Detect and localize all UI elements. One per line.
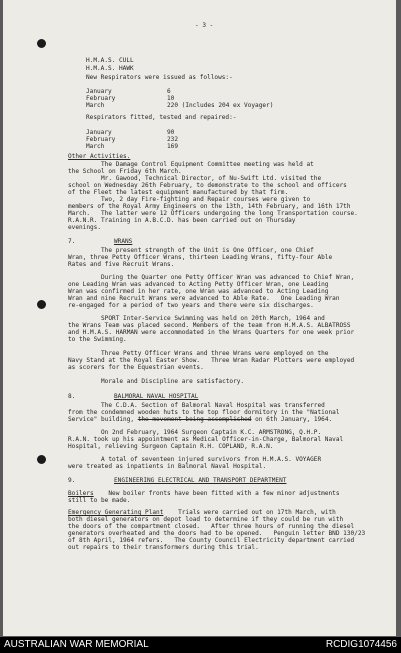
text-line: Navy Stand at the Royal Easter Show. Three Wran Radar Plotters were employed <box>68 357 355 364</box>
footer-record-id: RCDIG1074456 <box>325 639 397 650</box>
text-line: R.A.N. took up his appointment as Medical Officer-in-Charge, Balmoral Naval <box>68 436 344 443</box>
month-count: 232 <box>167 136 179 143</box>
text-line: Wran, three Petty Officer Wrans, thirteen Leading Wrans, fifty-four Able <box>68 254 333 261</box>
text-fragment: Trials were carried out on 17th March, with <box>163 509 336 516</box>
text-line: of the Fleet the latest equipment manufactured by that firm. <box>68 189 289 196</box>
text-line: Morale and Discipline are satisfactory. <box>68 378 245 385</box>
text-line: Wran was confirmed in her rate, one Wran was advanced to Acting Leading <box>68 288 329 295</box>
text-line: of 8th April, 1964 refers. The County Council Electricity department carried <box>68 537 355 544</box>
text-line: school on Wednesday 26th February, to demonstrate to the school and officers <box>68 182 347 189</box>
section-number: 7. <box>68 238 76 245</box>
ship-name: H.M.A.S. CULL <box>86 57 134 64</box>
text-line <box>68 416 332 423</box>
text-line: The C.D.A. Section of Balmoral Naval Hospital was transferred <box>68 402 325 409</box>
subheading: Boilers <box>68 490 94 497</box>
archive-footer <box>0 637 401 653</box>
text-line: Wran and nine Recruit Wrans were advanced to Able Rate. One Leading Wran <box>68 295 340 302</box>
footer-archive-name: AUSTRALIAN WAR MEMORIAL <box>4 639 149 650</box>
text-line: Two, 2 day Fire-fighting and Repair courses were given to <box>68 196 311 203</box>
month-label: March <box>86 102 105 109</box>
month-count: 169 <box>167 143 179 150</box>
text-line: On 2nd February, 1964 Surgeon Captain K.C. ARMSTRONG, Q.H.P. <box>68 429 322 436</box>
text-line: both diesel generators on depot load to determine if they could be run with <box>68 516 344 523</box>
text-line: During the Quarter one Petty Officer Wran was advanced to Chief Wran, <box>68 274 355 281</box>
text-line: A total of seventeen injured survivors from H.M.A.S. VOYAGER <box>68 456 322 463</box>
text-fragment: on 6th January, 1964. <box>255 416 333 423</box>
text-line: were treated as inpatients in Balmoral Naval Hospital. <box>68 463 267 470</box>
text-line: from the condemned wooden huts to the top floor dormitory in the "National <box>68 409 340 416</box>
section-number: 9. <box>68 477 76 484</box>
ship-name: H.M.A.S. HAWK <box>86 65 134 72</box>
month-count: 220 (Includes 204 ex Voyager) <box>167 102 274 109</box>
punch-hole <box>37 455 46 464</box>
text-line: the School on Friday 6th March. <box>68 168 182 175</box>
section-title: WRANS <box>114 238 133 245</box>
text-line: one Leading Wran was advanced to Acting Petty Officer Wran, one Leading <box>68 281 329 288</box>
text-line: Three Petty Officer Wrans and three Wrans were employed on the <box>68 350 329 357</box>
subheading: Emergency Generating Plant <box>68 509 164 516</box>
text-line: generators overheated and the doors had to be opened. Penguin letter BND 130/23 <box>68 530 366 537</box>
section-title: BALMORAL NAVAL HOSPITAL <box>114 393 199 400</box>
month-count: 10 <box>167 95 175 102</box>
text-line: as scorers for the Equestrian events. <box>68 364 204 371</box>
month-label: January <box>86 129 112 136</box>
month-label: January <box>86 88 112 95</box>
text-line: members of the Royal Army Engineers on the 13th, 14th February, and 16th 17th <box>68 203 351 210</box>
text-line: still to be made. <box>68 497 131 504</box>
text-line: March. The latter were 12 Officers undergoing the long Transportation course. <box>68 210 358 217</box>
text-line: the Wrans Team was placed second. Members of the team from H.M.A.S. ALBATROSS <box>68 322 351 329</box>
text-line: evenings. <box>68 224 102 231</box>
punch-hole <box>37 300 46 309</box>
month-label: February <box>86 136 116 143</box>
text-line: SPORT Inter-Service Swimming was held on 20th March, 1964 and <box>68 315 325 322</box>
section-number: 8. <box>68 393 76 400</box>
text-fragment: New boiler fronts have been fitted with a few minor adjustments <box>93 490 340 497</box>
page-number: - 3 - <box>195 22 214 29</box>
text-line: re-engaged for a period of two years and there were six discharges. <box>68 302 314 309</box>
respirators-fitted-intro: Respirators fitted, tested and repaired:- <box>86 114 237 121</box>
month-count: 6 <box>167 88 171 95</box>
text-fragment: Service" building, <box>68 416 135 423</box>
text-line: Mr. Gawood, Technical Director, of Nu-Swift Ltd. visited the <box>68 175 322 182</box>
text-line: R.A.N.R. Training in A.B.C.D. has been carried out on Thursday <box>68 217 296 224</box>
month-count: 90 <box>167 129 175 136</box>
text-line: to the Swimming. <box>68 336 127 343</box>
text-line: out repairs to their transformers during this trial. <box>68 544 259 551</box>
month-label: February <box>86 95 116 102</box>
text-line <box>68 509 336 516</box>
section-title: ENGINEERING ELECTRICAL AND TRANSPORT DEPARTMENT <box>114 477 287 484</box>
text-line <box>68 490 340 497</box>
punch-hole <box>37 39 46 48</box>
struck-text: the movement being accomplished <box>137 416 252 423</box>
respirators-issued-intro: New Respirators were issued as follows:- <box>86 74 233 81</box>
text-line: The Damage Control Equipment Committee meeting was held at <box>68 161 314 168</box>
text-line: Hospital, relieving Surgeon Captain R.H. COPLAND, R.A.N. <box>68 443 274 450</box>
text-line: The present strength of the Unit is One Officer, one Chief <box>68 247 314 254</box>
text-line: and H.M.A.S. HARMAN were accommodated in the Wrans Quarters for one week prior <box>68 329 355 336</box>
document-page <box>3 0 396 636</box>
month-label: March <box>86 143 105 150</box>
text-line: the doors of the compartment closed. After three hours of running the diesel <box>68 523 355 530</box>
section-heading: Other Activities. <box>68 153 131 160</box>
text-line: Rates and five Recruit Wrans. <box>68 261 175 268</box>
